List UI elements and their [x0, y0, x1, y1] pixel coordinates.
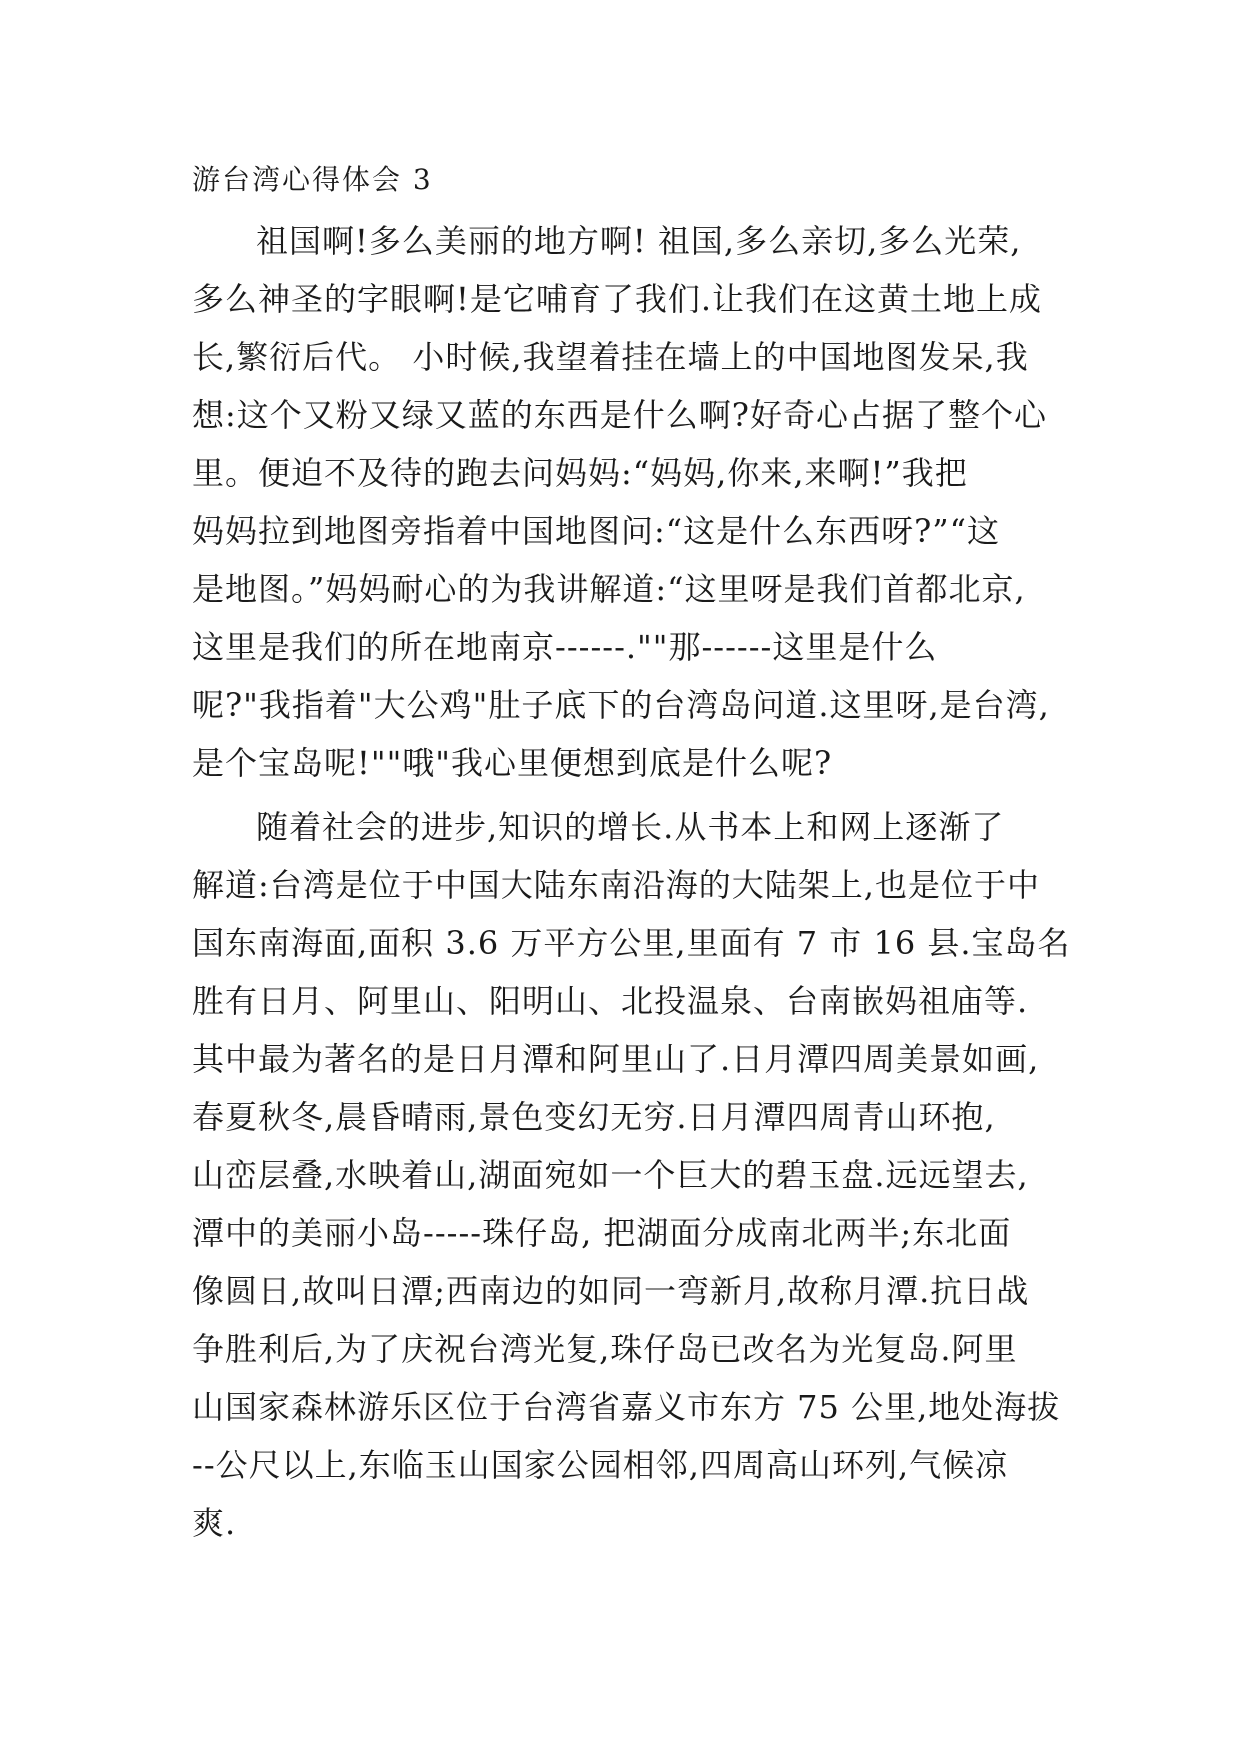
text-line: 国东南海面,面积 3.6 万平方公里,里面有 7 市 16 县.宝岛名	[192, 924, 1071, 962]
text-line: 是个宝岛呢!""哦"我心里便想到底是什么呢?	[192, 744, 833, 782]
text-line: 呢?"我指着"大公鸡"肚子底下的台湾岛问道.这里呀,是台湾,	[192, 686, 1050, 724]
text-line: 山峦层叠,水映着山,湖面宛如一个巨大的碧玉盘.远远望去,	[192, 1156, 1029, 1194]
text-line: 胜有日月、阿里山、阳明山、北投温泉、台南嵌妈祖庙等.	[192, 982, 1029, 1020]
text-line: 长,繁衍后代。 小时候,我望着挂在墙上的中国地图发呆,我	[192, 338, 1029, 376]
text-line: 这里是我们的所在地南京------.""那------这里是什么	[192, 628, 938, 666]
text-line: 爽.	[192, 1504, 237, 1542]
text-line: 山国家森林游乐区位于台湾省嘉义市东方 75 公里,地处海拔	[192, 1388, 1061, 1426]
text-line: 潭中的美丽小岛-----珠仔岛, 把湖面分成南北两半;东北面	[192, 1214, 1012, 1252]
text-line: --公尺以上,东临玉山国家公园相邻,四周高山环列,气候凉	[192, 1446, 1009, 1484]
text-line: 想:这个又粉又绿又蓝的东西是什么啊?好奇心占据了整个心	[192, 396, 1047, 434]
document-body	[192, 160, 1072, 1552]
text-line: 春夏秋冬,晨昏晴雨,景色变幻无穷.日月潭四周青山环抱,	[192, 1098, 996, 1136]
text-line: 妈妈拉到地图旁指着中国地图问:“这是什么东西呀?”“这	[192, 512, 1001, 550]
text-line: 祖国啊!多么美丽的地方啊! 祖国,多么亲切,多么光荣,	[256, 222, 1022, 260]
text-line: 是地图。”妈妈耐心的为我讲解道:“这里呀是我们首都北京,	[192, 570, 1026, 608]
document-title: 游台湾心得体会 3	[192, 163, 433, 196]
paragraph-2	[192, 798, 1072, 1552]
text-line: 随着社会的进步,知识的增长.从书本上和网上逐渐了	[256, 808, 1005, 846]
text-line: 里。便迫不及待的跑去问妈妈:“妈妈,你来,来啊!”我把	[192, 454, 968, 492]
text-line: 解道:台湾是位于中国大陆东南沿海的大陆架上,也是位于中	[192, 866, 1040, 904]
paragraph-1	[192, 212, 1072, 792]
text-line: 多么神圣的字眼啊!是它哺育了我们.让我们在这黄土地上成	[192, 280, 1043, 318]
text-line: 争胜利后,为了庆祝台湾光复,珠仔岛已改名为光复岛.阿里	[192, 1330, 1018, 1368]
text-line: 像圆日,故叫日潭;西南边的如同一弯新月,故称月潭.抗日战	[192, 1272, 1030, 1310]
text-line: 其中最为著名的是日月潭和阿里山了.日月潭四周美景如画,	[192, 1040, 1040, 1078]
